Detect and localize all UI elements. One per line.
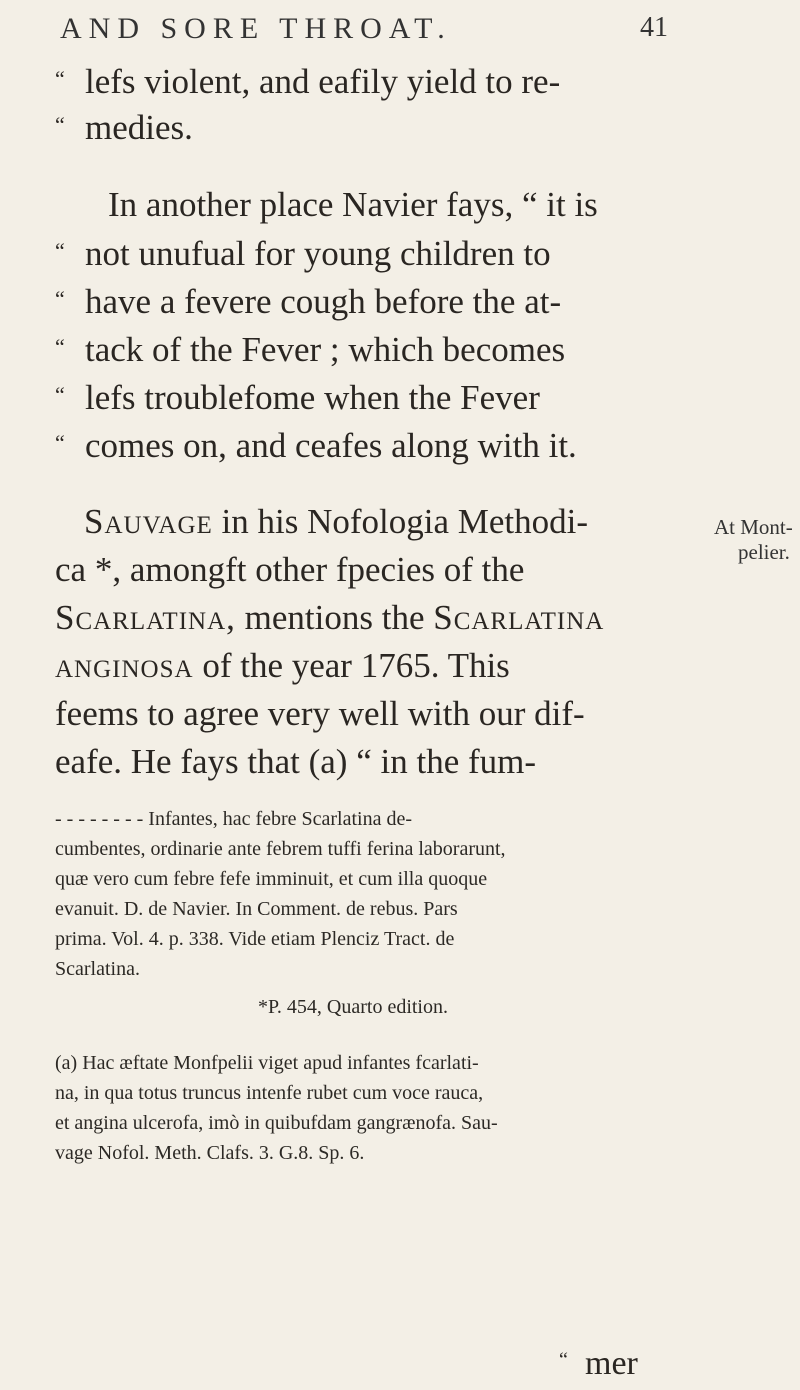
body-line-text: medies. — [85, 108, 193, 147]
body-line — [55, 62, 560, 102]
paragraph-line — [55, 598, 604, 638]
author-name: Sauvage — [84, 502, 213, 541]
paragraph-line-text: mentions the — [244, 598, 425, 637]
paragraph-line-text: in his Nofologia Methodi- — [221, 502, 589, 541]
footnote-line: evanuit. D. de Navier. In Comment. de rebus. Pars — [55, 898, 458, 920]
footnote-line: vage Nofol. Meth. Clafs. 3. G.8. Sp. 6. — [55, 1142, 365, 1164]
body-line-text: lefs violent, and eafily yield to re- — [85, 62, 561, 101]
quote-mark: “ — [55, 112, 65, 137]
footnote-line: Scarlatina. — [55, 958, 140, 980]
footnote-line: et angina ulcerofa, imò in quibufdam gangrænofa. Sau- — [55, 1112, 498, 1134]
body-line-text: comes on, and ceafes along with it. — [85, 426, 577, 465]
paragraph-line — [55, 646, 510, 686]
paragraph-line: feems to agree very well with our dif- — [55, 694, 585, 733]
body-line-text: tack of the Fever ; which becomes — [85, 330, 566, 369]
footnote-star: *P. 454, Quarto edition. — [258, 996, 448, 1018]
body-line — [55, 282, 561, 322]
paragraph-line-text: of the year 1765. This — [202, 646, 510, 685]
body-line — [55, 234, 551, 274]
page-number: 41 — [640, 12, 668, 43]
quote-mark: “ — [55, 66, 65, 91]
footnote-line: na, in qua totus truncus intenfe rubet cum voce rauca, — [55, 1082, 484, 1104]
paragraph-line — [84, 502, 588, 542]
footnote-line: cumbentes, ordinarie ante febrem tuffi ferina laborarunt, — [55, 838, 506, 860]
body-line-text: lefs troublefome when the Fever — [85, 378, 540, 417]
paragraph-line: ca *, amongft other fpecies of the — [55, 550, 525, 589]
body-line-text: In another place Navier fays, “ it is — [108, 185, 598, 224]
body-line — [55, 330, 565, 370]
disease-name: Scarlatina, — [55, 598, 236, 637]
margin-note-line: At Mont- — [714, 515, 793, 539]
body-line-text: not unufual for young children to — [85, 234, 551, 273]
margin-note-line: pelier. — [738, 540, 790, 564]
quote-mark: “ — [559, 1349, 568, 1371]
body-line-text: have a fevere cough before the at- — [85, 282, 562, 321]
body-line — [108, 185, 598, 225]
footnote-line: - - - - - - - - Infantes, hac febre Scarlatina de- — [55, 808, 413, 830]
footnote-line: prima. Vol. 4. p. 338. Vide etiam Plenciz Tract. de — [55, 928, 455, 950]
disease-variant: anginosa — [55, 646, 194, 685]
footnote-line: (a) Hac æftate Monfpelii viget apud infantes fcarlati- — [55, 1052, 479, 1074]
body-line — [55, 378, 540, 418]
body-line — [55, 108, 193, 148]
quote-mark: “ — [55, 286, 65, 311]
catchword-text: mer — [585, 1345, 638, 1382]
body-line — [55, 426, 577, 466]
disease-name: Scarlatina — [433, 598, 605, 637]
quote-mark: “ — [55, 382, 65, 407]
catchword — [559, 1345, 638, 1383]
quote-mark: “ — [55, 334, 65, 359]
footnote-line: quæ vero cum febre fefe imminuit, et cum illa quoque — [55, 868, 488, 890]
running-head: AND SORE THROAT. — [60, 12, 452, 45]
paragraph-line: eafe. He fays that (a) “ in the fum- — [55, 742, 537, 781]
quote-mark: “ — [55, 430, 65, 455]
quote-mark: “ — [55, 238, 65, 263]
